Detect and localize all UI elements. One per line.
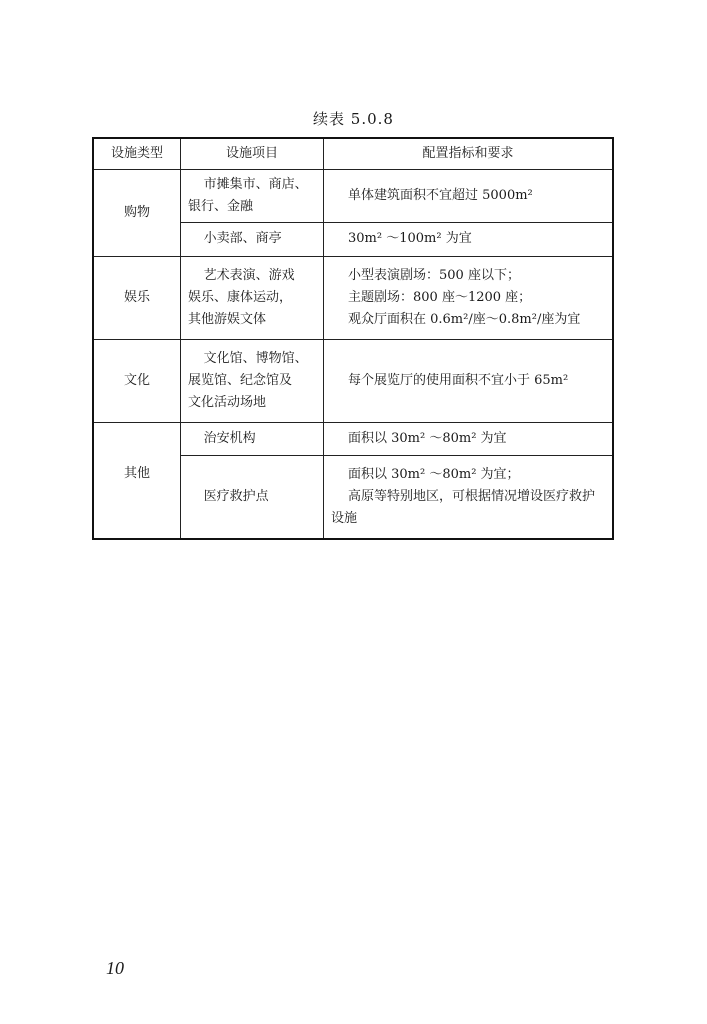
cell-req-security: 面积以 30m² ～80m² 为宜 [324,423,614,456]
table-row [93,257,613,340]
table-caption: 续表 5.0.8 [313,110,394,128]
item-line: 其他游娱文体 [188,312,267,327]
item-line: 文化活动场地 [188,395,267,410]
cell-req-culture: 每个展览厅的使用面积不宜小于 65m² [324,340,614,423]
req-line: 主题剧场：800 座～1200 座； [348,290,532,305]
cell-type-entertainment: 娱乐 [93,257,181,340]
item-line: 文化馆、博物馆、 [203,351,308,366]
cell-req-kiosk: 30m² ～100m² 为宜 [324,222,614,256]
cell-item-medical: 医疗救护点 [181,456,324,540]
cell-item-market [181,170,324,223]
cell-item-kiosk: 小卖部、商亭 [181,222,324,256]
req-line: 小型表演剧场：500 座以下； [348,268,520,283]
req-line: 设施 [331,511,358,526]
cell-req-entertainment [324,257,614,340]
cell-req-medical [324,456,614,540]
cell-item-culture [181,340,324,423]
facility-config-table [92,137,614,540]
item-line: 艺术表演、游戏 [203,268,295,283]
item-line: 银行、金融 [188,198,254,214]
page-number: 10 [106,958,124,978]
cell-type-shopping: 购物 [93,170,181,257]
cell-type-other: 其他 [93,423,181,540]
item-line: 娱乐、康体运动， [188,290,293,305]
header-facility-item: 设施项目 [181,138,324,170]
req-line: 高原等特别地区，可根据情况增设医疗救护 [348,489,596,504]
table-row [93,170,613,223]
table-header-row [93,138,613,170]
table-row [93,423,613,456]
header-requirement: 配置指标和要求 [324,138,614,170]
item-line: 市摊集市、商店、 [203,176,308,192]
table-row [93,340,613,423]
cell-req-market: 单体建筑面积不宜超过 5000m² [324,170,614,223]
cell-type-culture: 文化 [93,340,181,423]
cell-item-security: 治安机构 [181,423,324,456]
cell-item-entertainment [181,257,324,340]
req-line: 面积以 30m² ～80m² 为宜； [348,467,520,482]
req-line: 观众厅面积在 0.6m²/座～0.8m²/座为宜 [348,312,581,327]
header-facility-type: 设施类型 [93,138,181,170]
item-line: 展览馆、纪念馆及 [188,373,293,388]
